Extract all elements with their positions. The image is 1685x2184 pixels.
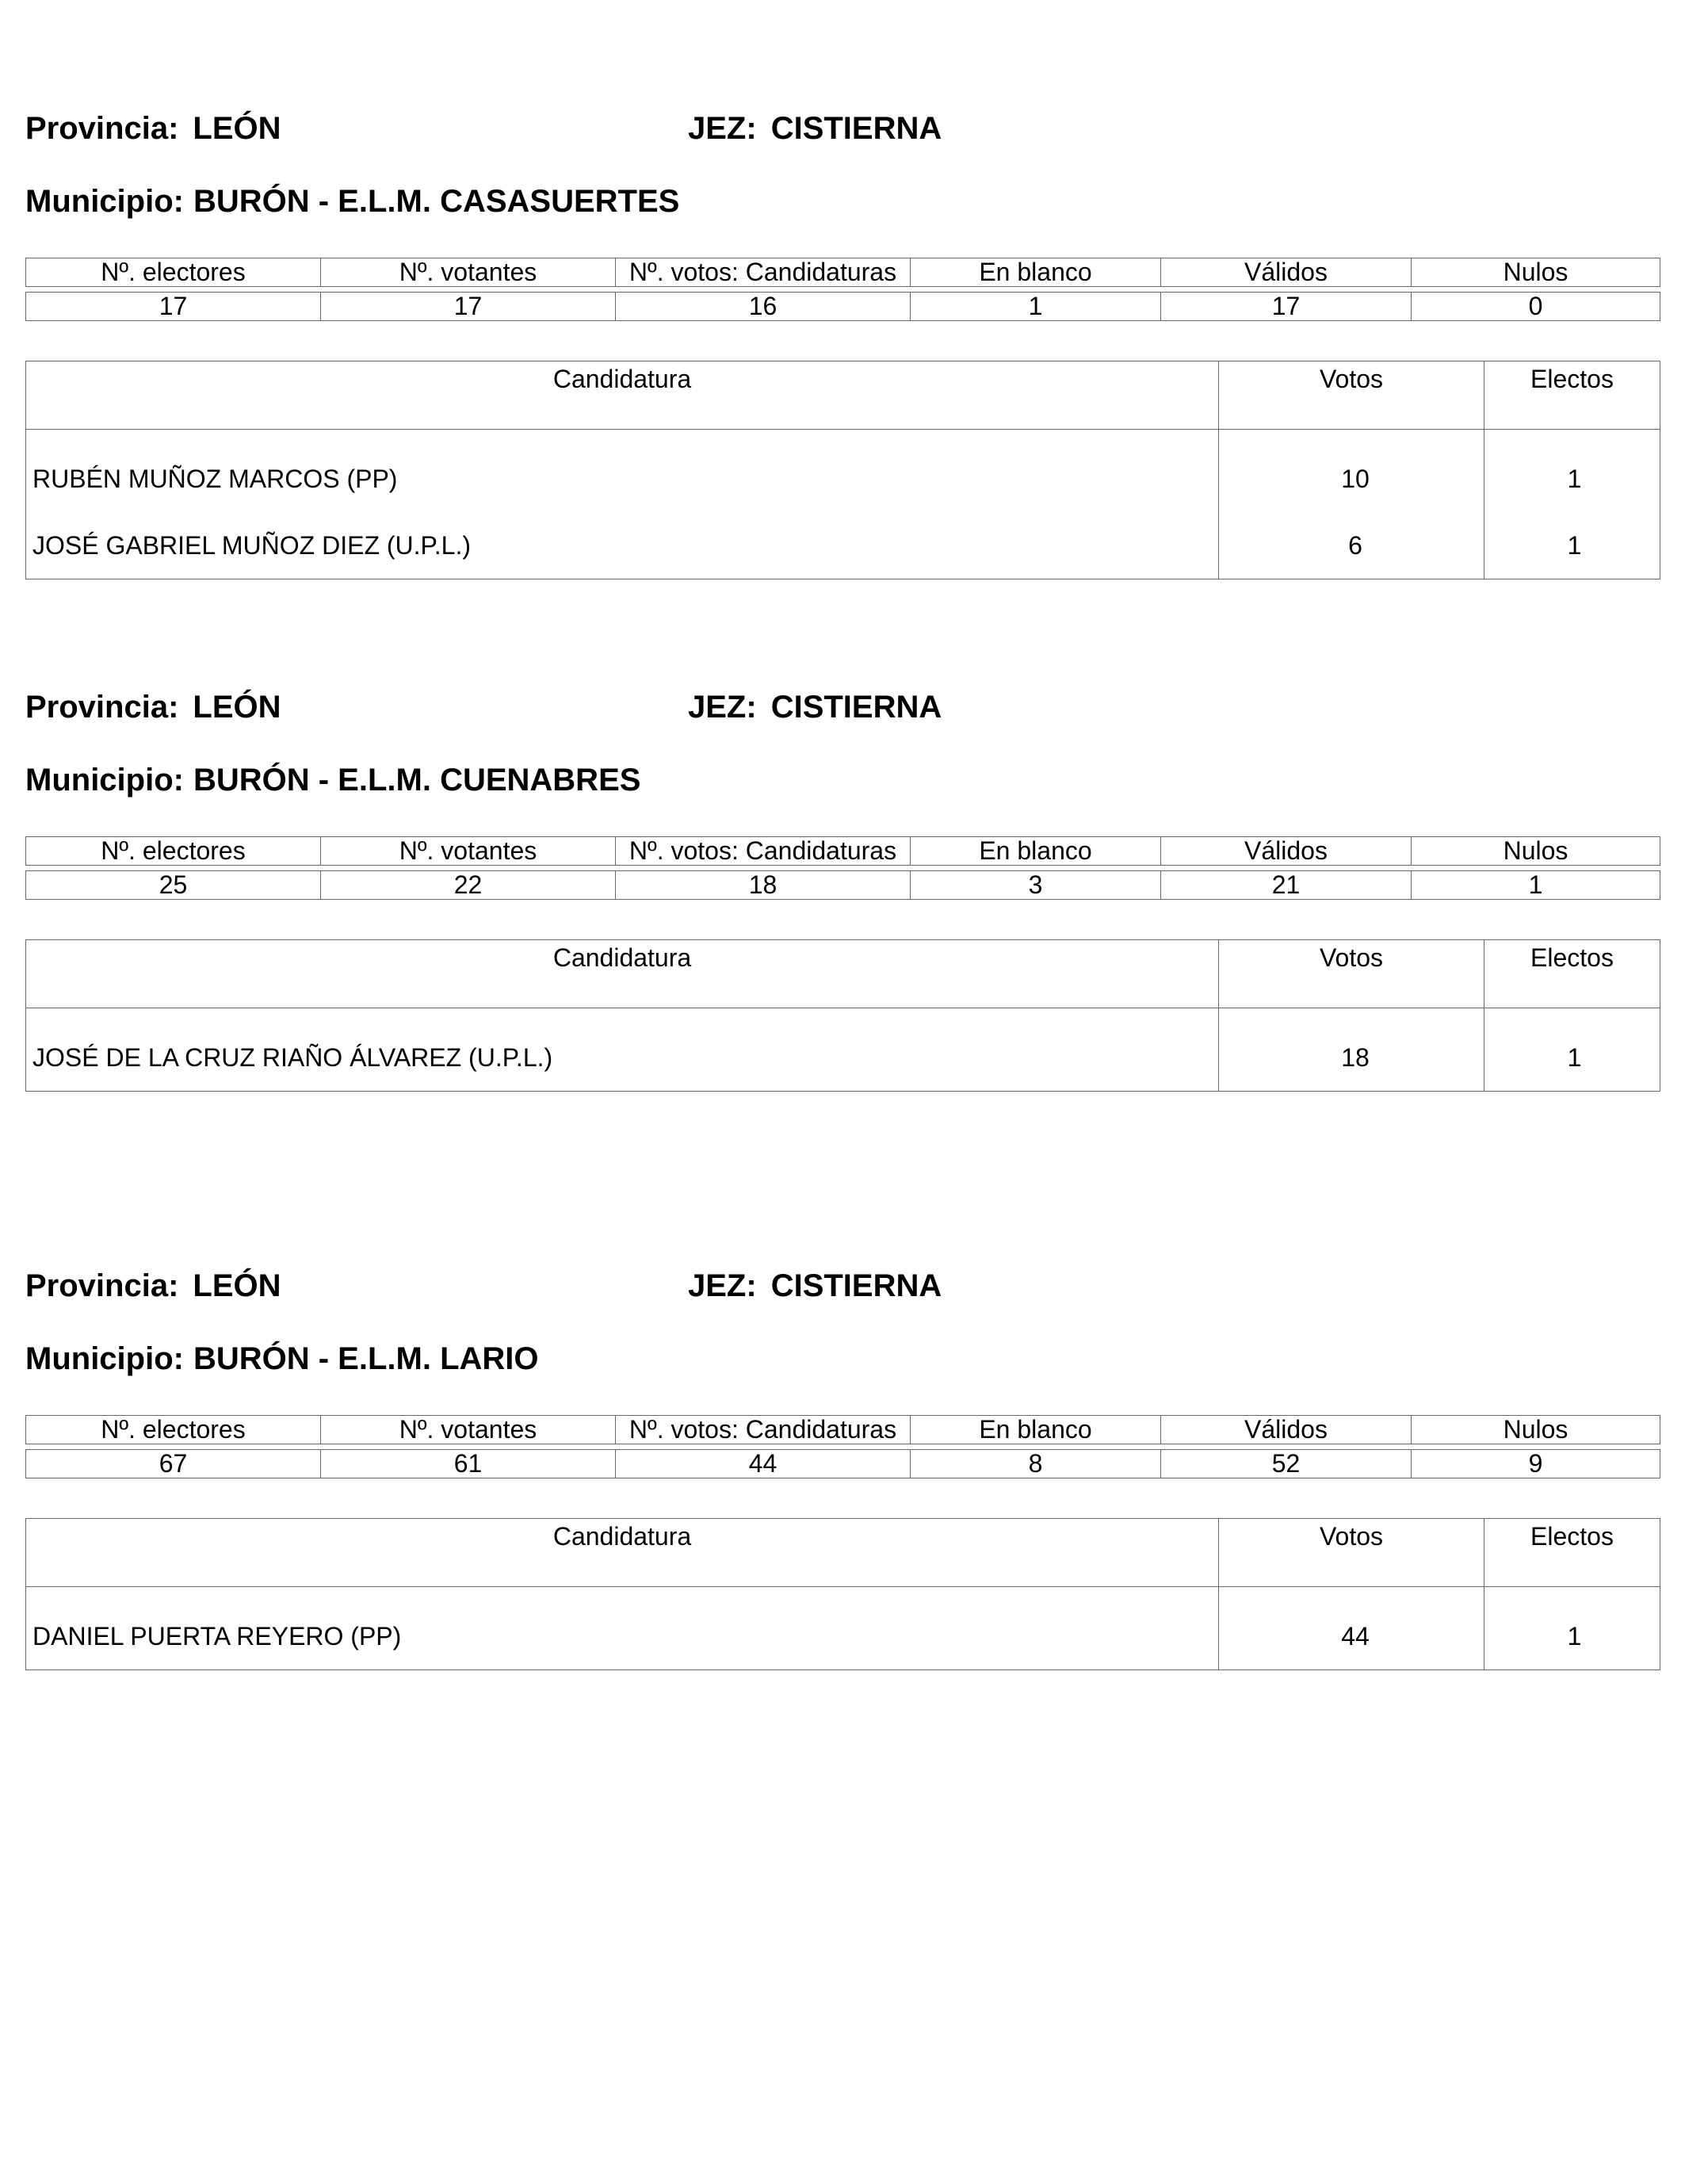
- stats-value-en-blanco: 3: [911, 871, 1161, 900]
- stats-value-votantes: 17: [321, 293, 616, 321]
- candidate-votes: 10: [1219, 430, 1484, 513]
- stats-value-votos-candidaturas: 44: [616, 1450, 911, 1478]
- stats-header-validos: Válidos: [1161, 258, 1412, 287]
- candidate-elected: 1: [1484, 1008, 1660, 1092]
- vote-stats-table: [25, 1415, 1660, 1478]
- stats-value-row: [26, 293, 1660, 321]
- jez-label: JEZ:: [688, 111, 757, 146]
- electos-header: Electos: [1484, 940, 1660, 1008]
- stats-header-validos: Válidos: [1161, 1416, 1412, 1444]
- electos-header: Electos: [1484, 361, 1660, 430]
- candidate-name: JOSÉ DE LA CRUZ RIAÑO ÁLVAREZ (U.P.L.): [26, 1008, 1219, 1092]
- stats-header-votantes: Nº. votantes: [321, 1416, 616, 1444]
- stats-header-votantes: Nº. votantes: [321, 258, 616, 287]
- jez-value: CISTIERNA: [770, 690, 942, 725]
- stats-header-row: [26, 837, 1660, 866]
- province-value: LEÓN: [193, 111, 281, 146]
- stats-value-row: [26, 871, 1660, 900]
- province-label: Provincia:: [25, 690, 179, 725]
- stats-value-en-blanco: 1: [911, 293, 1161, 321]
- jez-heading: [688, 1268, 942, 1304]
- stats-value-electores: 25: [26, 871, 321, 900]
- candidatura-header: Candidatura: [26, 1519, 1219, 1587]
- stats-header-votos-candidaturas: Nº. votos: Candidaturas: [616, 837, 911, 866]
- stats-value-electores: 17: [26, 293, 321, 321]
- stats-header-electores: Nº. electores: [26, 1416, 321, 1444]
- stats-header-row: [26, 1416, 1660, 1444]
- candidate-elected: 1: [1484, 1587, 1660, 1670]
- stats-header-electores: Nº. electores: [26, 258, 321, 287]
- province-heading: [25, 1268, 281, 1304]
- section-header: [25, 1268, 1660, 1316]
- municipio-value: BURÓN - E.L.M. LARIO: [193, 1341, 539, 1376]
- stats-value-row: [26, 1450, 1660, 1478]
- jez-value: CISTIERNA: [770, 1268, 942, 1303]
- municipio-label: Municipio:: [25, 763, 184, 797]
- stats-header-votos-candidaturas: Nº. votos: Candidaturas: [616, 258, 911, 287]
- section-header: [25, 690, 1660, 737]
- province-heading: [25, 111, 281, 147]
- stats-value-electores: 67: [26, 1450, 321, 1478]
- candidates-table: [25, 1518, 1660, 1670]
- results-section-cuenabres: [25, 690, 1660, 1072]
- votos-header: Votos: [1219, 361, 1484, 430]
- stats-value-nulos: 9: [1412, 1450, 1660, 1478]
- jez-value: CISTIERNA: [770, 111, 942, 146]
- province-value: LEÓN: [193, 1268, 281, 1303]
- province-value: LEÓN: [193, 690, 281, 725]
- stats-value-validos: 21: [1161, 871, 1412, 900]
- stats-header-votantes: Nº. votantes: [321, 837, 616, 866]
- candidates-header-row: [26, 1519, 1660, 1587]
- stats-value-validos: 52: [1161, 1450, 1412, 1478]
- candidates-header-row: [26, 940, 1660, 1008]
- province-label: Provincia:: [25, 1268, 179, 1303]
- municipio-label: Municipio:: [25, 1341, 184, 1376]
- results-section-lario: [25, 1268, 1660, 1650]
- stats-value-validos: 17: [1161, 293, 1412, 321]
- candidate-elected: 1: [1484, 512, 1660, 579]
- candidate-name: DANIEL PUERTA REYERO (PP): [26, 1587, 1219, 1670]
- candidatura-header: Candidatura: [26, 361, 1219, 430]
- results-section-casasuertes: [25, 111, 1660, 560]
- candidate-row: [26, 1587, 1660, 1670]
- municipio-label: Municipio:: [25, 184, 184, 219]
- municipio-value: BURÓN - E.L.M. CASASUERTES: [193, 184, 680, 219]
- candidates-header-row: [26, 361, 1660, 430]
- candidate-row: [26, 430, 1660, 513]
- stats-value-votantes: 22: [321, 871, 616, 900]
- candidate-name: RUBÉN MUÑOZ MARCOS (PP): [26, 430, 1219, 513]
- stats-value-nulos: 0: [1412, 293, 1660, 321]
- candidate-votes: 44: [1219, 1587, 1484, 1670]
- candidate-votes: 18: [1219, 1008, 1484, 1092]
- candidate-row: [26, 512, 1660, 579]
- jez-label: JEZ:: [688, 690, 757, 725]
- stats-header-row: [26, 258, 1660, 287]
- candidates-table: [25, 939, 1660, 1092]
- stats-header-en-blanco: En blanco: [911, 837, 1161, 866]
- municipio-value: BURÓN - E.L.M. CUENABRES: [193, 763, 641, 797]
- province-label: Provincia:: [25, 111, 179, 146]
- votos-header: Votos: [1219, 940, 1484, 1008]
- stats-value-votos-candidaturas: 18: [616, 871, 911, 900]
- municipio-heading: [25, 763, 640, 798]
- municipio-heading: [25, 184, 679, 220]
- vote-stats-table: [25, 836, 1660, 900]
- stats-header-nulos: Nulos: [1412, 837, 1660, 866]
- electos-header: Electos: [1484, 1519, 1660, 1587]
- candidate-votes: 6: [1219, 512, 1484, 579]
- stats-header-nulos: Nulos: [1412, 258, 1660, 287]
- stats-header-votos-candidaturas: Nº. votos: Candidaturas: [616, 1416, 911, 1444]
- province-heading: [25, 690, 281, 725]
- stats-value-nulos: 1: [1412, 871, 1660, 900]
- candidate-row: [26, 1008, 1660, 1092]
- municipio-heading: [25, 1341, 539, 1377]
- stats-value-votantes: 61: [321, 1450, 616, 1478]
- candidate-name: JOSÉ GABRIEL MUÑOZ DIEZ (U.P.L.): [26, 512, 1219, 579]
- candidatura-header: Candidatura: [26, 940, 1219, 1008]
- stats-header-en-blanco: En blanco: [911, 258, 1161, 287]
- stats-header-electores: Nº. electores: [26, 837, 321, 866]
- candidates-table: [25, 361, 1660, 579]
- stats-header-nulos: Nulos: [1412, 1416, 1660, 1444]
- stats-value-votos-candidaturas: 16: [616, 293, 911, 321]
- stats-value-en-blanco: 8: [911, 1450, 1161, 1478]
- section-header: [25, 111, 1660, 159]
- stats-header-validos: Válidos: [1161, 837, 1412, 866]
- stats-header-en-blanco: En blanco: [911, 1416, 1161, 1444]
- jez-label: JEZ:: [688, 1268, 757, 1303]
- jez-heading: [688, 111, 942, 147]
- vote-stats-table: [25, 258, 1660, 321]
- candidate-elected: 1: [1484, 430, 1660, 513]
- jez-heading: [688, 690, 942, 725]
- votos-header: Votos: [1219, 1519, 1484, 1587]
